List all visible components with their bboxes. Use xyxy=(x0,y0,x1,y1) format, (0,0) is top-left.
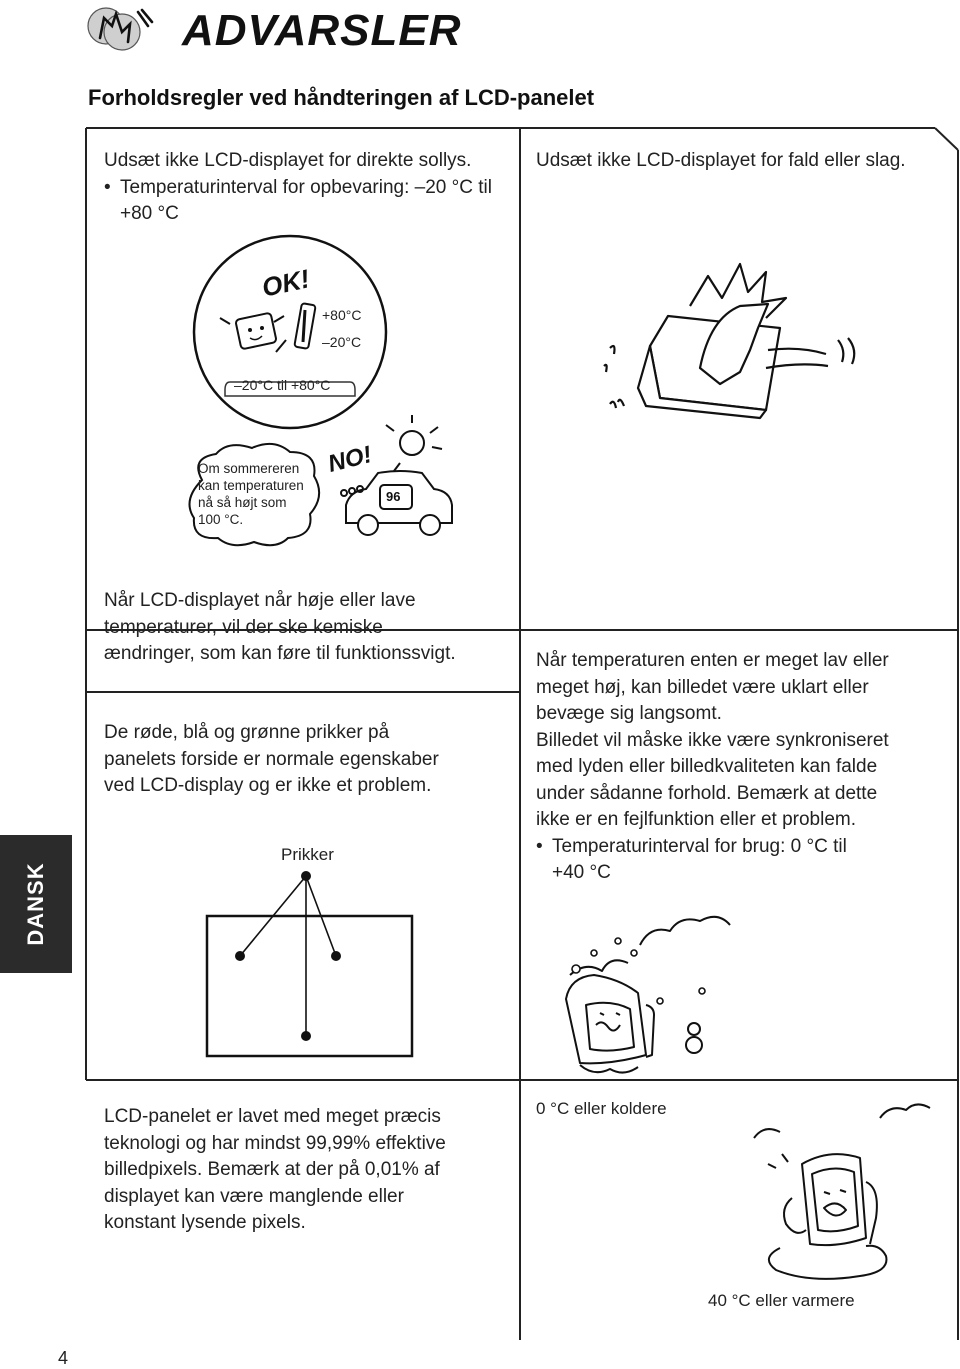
dot-origin xyxy=(301,871,311,881)
page-title: ADVARSLER xyxy=(182,6,462,55)
warning-hand-icon xyxy=(82,2,172,56)
dot-green xyxy=(301,1031,311,1041)
section-subtitle: Forholdsregler ved håndteringen af LCD-panelet xyxy=(88,85,595,110)
ok-min-temperature: –20°C xyxy=(322,334,362,350)
cold-caption: 0 °C eller koldere xyxy=(536,1099,667,1118)
language-label: DANSK xyxy=(23,862,48,946)
operating-temperature-bullet: • Temperaturinterval for brug: 0 °C til +40 °C xyxy=(536,834,954,887)
car-display-reading: 96 xyxy=(386,489,401,504)
hot-display-illustration xyxy=(740,1098,940,1293)
cold-display-illustration xyxy=(550,905,750,1090)
temperature-effect-text: Når temperaturen enten er meget lav eller meget høj, kan billedet være uklart eller bevæge sig langsomt. Billedet vil måske ikke være synkroniseret med lyden eller billedkvaliteten kan falde under sådanne forhold. Bemærk at dette ikke er en fejlfunktion eller et problem. • Temperaturinterval for brug: 0 °C til +40 °C xyxy=(536,648,954,887)
dot-blue xyxy=(331,951,341,961)
summer-temperature-note: Om sommereren kan temperaturen nå så højt som 100 °C. xyxy=(198,461,304,527)
drop-impact-illustration xyxy=(590,258,860,428)
pixel-dots-diagram xyxy=(200,866,420,1061)
hot-caption: 40 °C eller varmere xyxy=(708,1291,855,1310)
ok-range-label: –20°C til +80°C xyxy=(234,377,331,393)
language-side-tab xyxy=(0,835,72,973)
hot-car-illustration xyxy=(330,405,470,555)
ok-max-temperature: +80°C xyxy=(322,307,362,323)
drop-warning-text: Udsæt ikke LCD-displayet for fald eller slag. xyxy=(536,150,906,171)
no-stamp: NO! xyxy=(325,441,375,478)
dot-red xyxy=(235,951,245,961)
dots-label: Prikker xyxy=(281,845,334,864)
sun-warning-text: Udsæt ikke LCD-displayet for direkte sollys. • Temperaturinterval for opbevaring: –20 °C til +80 °C xyxy=(104,148,514,228)
chemical-change-text: Når LCD-displayet når høje eller lave temperaturer, vil der ske kemiske ændringer, som kan føre til funktionssvigt. xyxy=(104,590,456,664)
storage-temperature-bullet: • Temperaturinterval for opbevaring: –20 °C til +80 °C xyxy=(104,175,514,228)
pixel-precision-text: LCD-panelet er lavet med meget præcis teknologi og har mindst 99,99% effektive billedpixels. Bemærk at der på 0,01% af displayet kan være manglende eller konstant lysende pixels. xyxy=(104,1106,446,1233)
pixel-dots-text: De røde, blå og grønne prikker på panelets forside er normale egenskaber ved LCD-display og er ikke et problem. xyxy=(104,722,439,796)
ok-temperature-illustration xyxy=(190,232,390,432)
page-number: 4 xyxy=(58,1348,69,1368)
ok-stamp: OK! xyxy=(259,263,313,303)
